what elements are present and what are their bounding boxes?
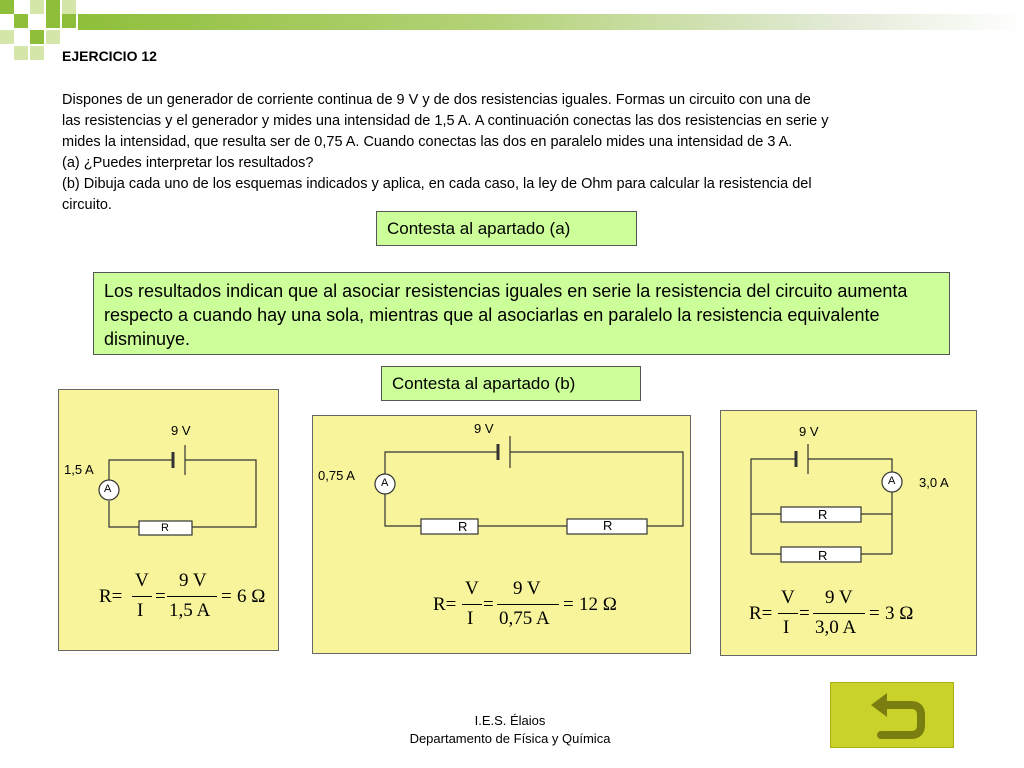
statement-line: (b) Dibuja cada uno de los esquemas indicados y aplica, en cada caso, la ley de Ohm para calcular la resistencia del [62, 176, 812, 192]
formula-num: 9 V [513, 578, 541, 599]
voltage-label: 9 V [799, 424, 819, 439]
formula-den: 1,5 A [169, 600, 211, 621]
formula-num: 9 V [825, 587, 853, 608]
statement-line: (a) ¿Puedes interpretar los resultados? [62, 155, 314, 171]
exercise-title: EJERCICIO 12 [62, 48, 157, 64]
decor-square [0, 30, 14, 44]
answer-a-button[interactable]: Contesta al apartado (a) [376, 211, 637, 246]
exercise-statement [62, 90, 967, 216]
formula-v: V [465, 578, 479, 599]
decor-square [62, 0, 76, 14]
circuit-panel-series [312, 415, 691, 654]
current-label: 3,0 A [919, 475, 949, 490]
return-arrow-icon [831, 683, 953, 747]
formula-eq: = [483, 594, 494, 615]
ohm-formula [433, 578, 633, 638]
statement-line: mides la intensidad, que resulta ser de 0,75 A. Cuando conectas las dos en paralelo mides una intensidad de 3 A. [62, 134, 793, 150]
formula-i: I [137, 600, 144, 621]
circuit-panel-parallel [720, 410, 977, 656]
decor-square [30, 0, 44, 14]
formula-eq2: = [563, 594, 574, 615]
formula-r: R= [99, 586, 123, 607]
formula-eq2: = [221, 586, 232, 607]
ohm-formula [99, 570, 279, 630]
formula-i: I [467, 608, 474, 629]
ammeter-label: A [888, 475, 896, 487]
formula-v: V [781, 587, 795, 608]
voltage-label: 9 V [474, 421, 494, 436]
footer [360, 712, 660, 748]
decor-square [46, 0, 60, 14]
current-label: 1,5 A [64, 462, 94, 477]
formula-eq: = [799, 603, 810, 624]
statement-line: Dispones de un generador de corriente continua de 9 V y de dos resistencias iguales. Formas un circuito con una de [62, 92, 811, 108]
formula-v: V [135, 570, 149, 591]
decor-square [30, 46, 44, 60]
formula-r: R= [433, 594, 457, 615]
decor-square [14, 46, 28, 60]
resistor-label: R [603, 518, 613, 533]
voltage-label: 9 V [171, 423, 191, 438]
resistor-label: R [161, 522, 169, 534]
header-bar [78, 14, 1024, 30]
formula-r: R= [749, 603, 773, 624]
resistor-label: R [818, 548, 828, 563]
ammeter-label: A [104, 483, 112, 495]
formula-num: 9 V [179, 570, 207, 591]
footer-school: I.E.S. Élaios [474, 713, 546, 728]
circuit-panel-single [58, 389, 279, 651]
formula-den: 3,0 A [815, 617, 857, 638]
formula-eq2: = [869, 603, 880, 624]
formula-eq: = [155, 586, 166, 607]
decor-square [14, 14, 28, 28]
return-button[interactable] [830, 682, 954, 748]
ohm-formula [749, 587, 949, 647]
decor-square [46, 30, 60, 44]
decor-square [62, 14, 76, 28]
decor-square [30, 30, 44, 44]
decor-square [46, 14, 60, 28]
formula-result: 6 Ω [237, 586, 266, 607]
resistor-label: R [458, 519, 468, 534]
ammeter-label: A [381, 477, 389, 489]
footer-department: Departamento de Física y Química [409, 731, 611, 746]
decor-square [0, 0, 14, 14]
statement-line: las resistencias y el generador y mides una intensidad de 1,5 A. A continuación conectas las dos resistencias en serie y [62, 113, 829, 129]
formula-i: I [783, 617, 790, 638]
resistor-label: R [818, 507, 828, 522]
answer-a-text: Los resultados indican que al asociar resistencias iguales en serie la resistencia del circuito aumenta respecto a cuando hay una sola, mientras que al asociarlas en paralelo la resistencia equivalente disminuye. [93, 272, 950, 355]
formula-result: 12 Ω [579, 594, 617, 615]
statement-line: circuito. [62, 197, 112, 213]
current-label: 0,75 A [318, 468, 355, 483]
formula-den: 0,75 A [499, 608, 550, 629]
answer-b-button[interactable]: Contesta al apartado (b) [381, 366, 641, 401]
formula-result: 3 Ω [885, 603, 914, 624]
